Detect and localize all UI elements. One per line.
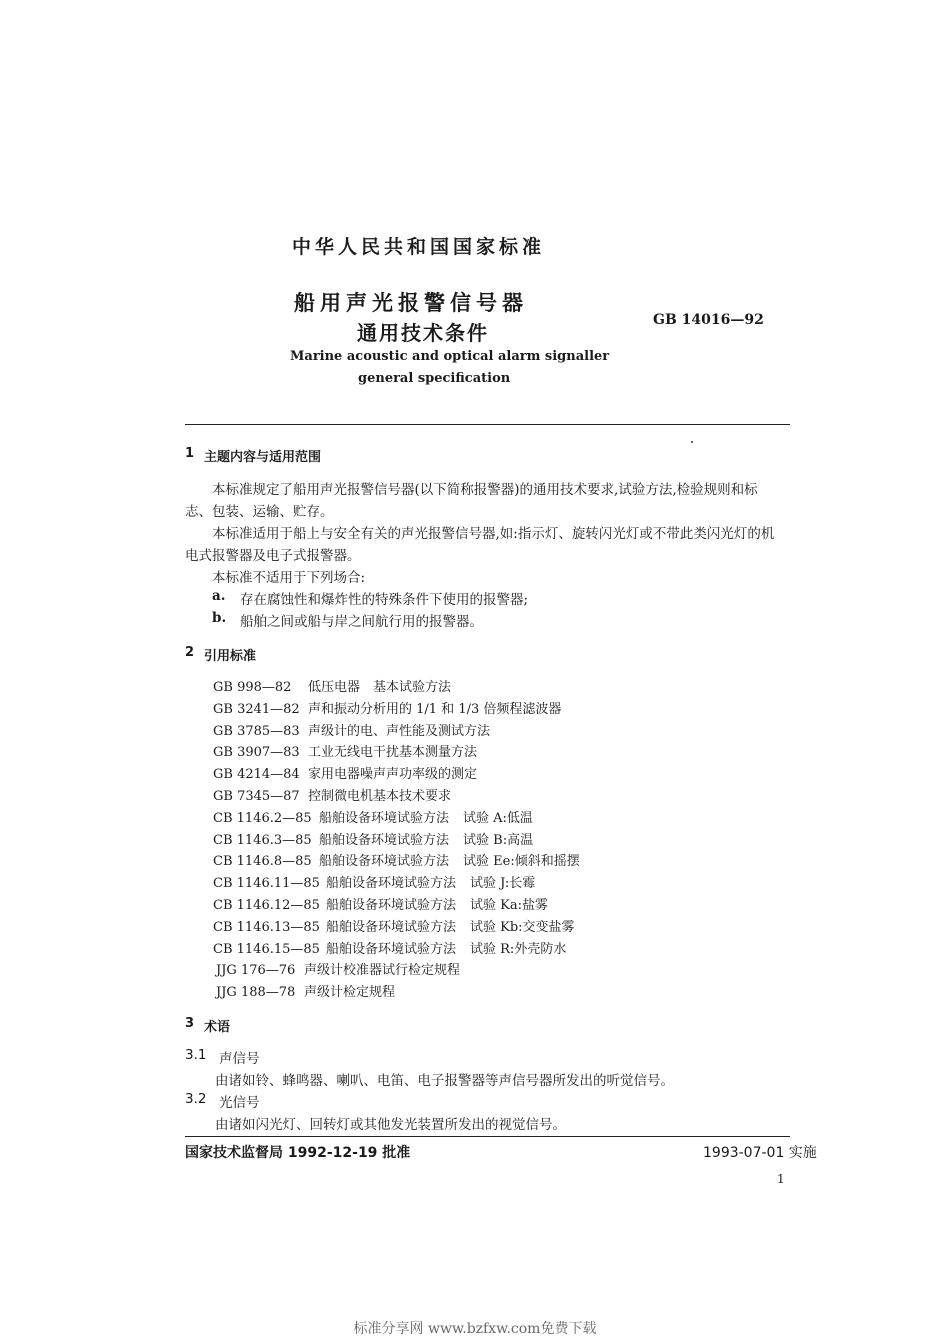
reference-item [213,829,533,848]
reference-title: 声级计检定规程 [304,985,396,1001]
reference-item [213,938,566,957]
section1-p2-line1: 本标准适用于船上与安全有关的声光报警信号器,如:指示灯、旋转闪光灯或不带此类闪光灯的机 [212,526,775,542]
reference-item [216,981,395,1000]
section2-number: 2 [185,645,195,660]
term2-number: 3.2 [185,1091,207,1107]
reference-item [213,894,548,913]
reference-test: 试验 Kb:交变盐雾 [470,919,575,935]
reference-title: 控制微电机基本技术要求 [308,789,452,804]
reference-title: 低压电器 基本试验方法 [308,680,452,695]
reference-item [213,850,580,869]
reference-test: 试验 Ee:倾斜和摇摆 [463,854,580,870]
reference-item [213,763,477,782]
reference-item [213,676,451,695]
reference-code: GB 998—82 [213,680,292,695]
term1-name: 声信号 [219,1051,260,1067]
reference-title: 船舶设备环境试验方法 [326,919,457,935]
reference-code: CB 1146.8—85 [213,854,312,870]
watermark: 标准分享网 www.bzfxw.com免费下载 [353,1321,597,1337]
reference-test: 试验 J:长霉 [470,876,536,892]
reference-code: CB 1146.15—85 [213,941,320,957]
reference-test: 试验 B:高温 [463,832,534,848]
reference-test: 试验 Ka:盐雾 [470,898,548,913]
english-title-line1: Marine acoustic and optical alarm signaller [290,349,610,364]
reference-code: CB 1146.11—85 [213,876,320,892]
page-title: 船用声光报警信号器 [294,291,528,315]
reference-title: 声级计的电、声性能及测试方法 [308,723,491,739]
effective-date: 1993-07-01 实施 [703,1145,817,1161]
reference-item [213,785,451,804]
reference-item [213,916,575,935]
section1-heading: 主题内容与适用范围 [204,450,322,465]
reference-title: 船舶设备环境试验方法 [319,854,450,870]
reference-title: 船舶设备环境试验方法 [319,810,450,826]
reference-title: 声级计校准器试行检定规程 [304,963,461,979]
item-a-label: a. [212,588,226,604]
term2-definition: 由诸如闪光灯、回转灯或其他发光装置所发出的视觉信号。 [215,1117,566,1133]
item-b-text: 船舶之间或船与岸之间航行用的报警器。 [240,614,483,630]
term2-name: 光信号 [219,1095,260,1111]
reference-item [213,741,477,760]
section1-p1-line1: 本标准规定了船用声光报警信号器(以下简称报警器)的通用技术要求,试验方法,检验规则和标 [212,482,758,498]
section1-number: 1 [185,446,195,461]
reference-code: JJG 176—76 [216,963,296,979]
reference-title: 船舶设备环境试验方法 [326,876,457,892]
org-title: 中华人民共和国国家标准 [292,236,546,258]
reference-code: GB 7345—87 [213,789,300,804]
reference-code: GB 3241—82 [213,701,300,717]
section1-p1-line2: 志、包装、运输、贮存。 [185,504,334,520]
reference-code: CB 1146.13—85 [213,919,320,935]
reference-title: 船舶设备环境试验方法 [326,941,457,957]
reference-item [213,720,490,739]
reference-code: CB 1146.3—85 [213,832,312,848]
reference-code: CB 1146.2—85 [213,810,312,826]
reference-item [213,698,561,717]
reference-title: 船舶设备环境试验方法 [319,832,450,848]
reference-test: 试验 R:外壳防水 [470,941,567,957]
english-title-line2: general specification [358,371,511,386]
section3-number: 3 [185,1016,195,1031]
section3-heading: 术语 [204,1020,231,1035]
reference-code: CB 1146.12—85 [213,898,320,913]
page-subtitle: 通用技术条件 [357,321,489,345]
section1-p3: 本标准不适用于下列场合: [212,570,366,586]
reference-title: 工业无线电干扰基本测量方法 [308,745,478,761]
item-b-label: b. [212,610,227,626]
page-number: 1 [777,1172,785,1186]
reference-title: 声和振动分析用的 1/1 和 1/3 倍频程滤波器 [308,701,562,717]
header-divider [185,424,790,425]
reference-item [213,807,533,826]
reference-item [213,872,535,891]
reference-code: GB 3785—83 [213,723,300,739]
standard-number: GB 14016—92 [653,312,764,328]
reference-title: 家用电器噪声声功率级的测定 [308,767,478,783]
section2-heading: 引用标准 [204,649,257,664]
term1-number: 3.1 [185,1047,207,1063]
scan-speck [691,441,693,443]
reference-code: JJG 188—78 [216,985,296,1001]
reference-test: 试验 A:低温 [463,810,533,826]
reference-code: GB 3907—83 [213,745,300,761]
section1-p2-line2: 电式报警器及电子式报警器。 [185,548,361,564]
item-a-text: 存在腐蚀性和爆炸性的特殊条件下使用的报警器; [240,592,529,608]
reference-item [216,959,460,978]
reference-title: 船舶设备环境试验方法 [326,898,457,913]
approval-line: 国家技术监督局 1992-12-19 批准 [185,1145,411,1161]
footer-divider [185,1136,790,1137]
reference-code: GB 4214—84 [213,767,300,783]
term1-definition: 由诸如铃、蜂鸣器、喇叭、电笛、电子报警器等声信号器所发出的听觉信号。 [215,1073,674,1089]
